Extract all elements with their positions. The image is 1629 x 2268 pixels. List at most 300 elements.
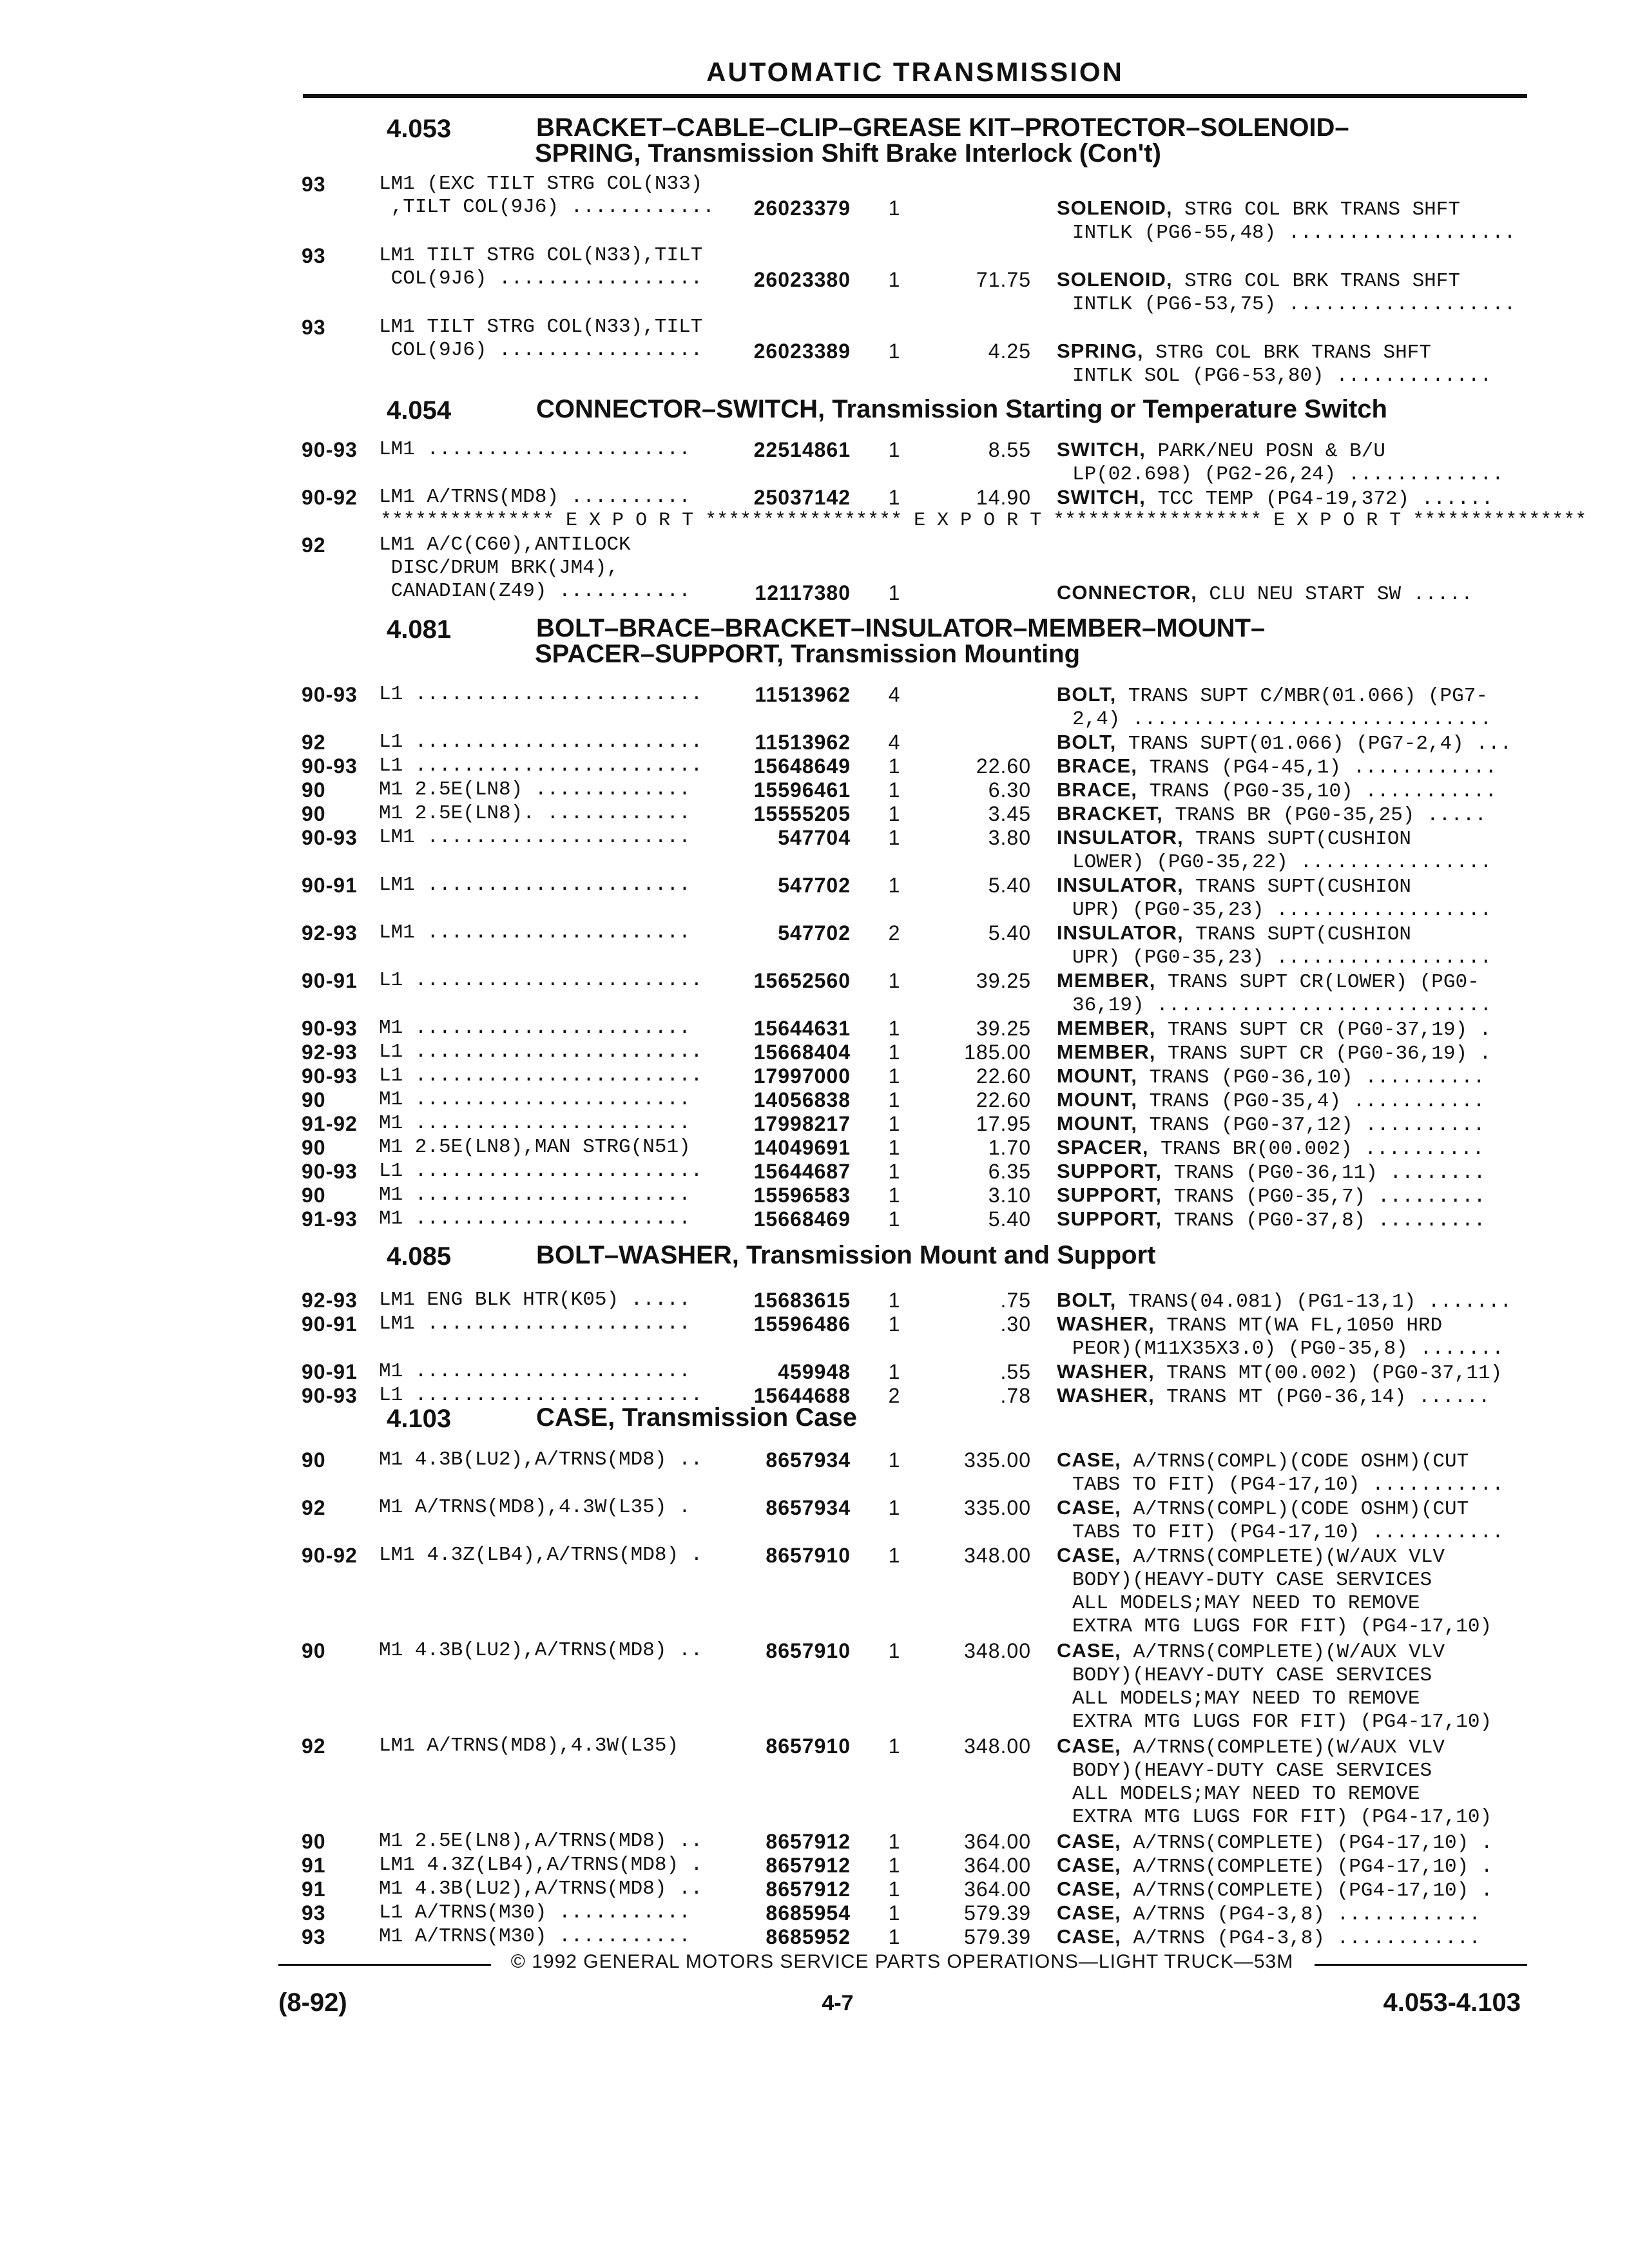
price: .75 (1000, 1289, 1031, 1312)
quantity: 1 (888, 1289, 901, 1312)
quantity: 1 (888, 1830, 901, 1853)
price: 22.60 (976, 754, 1031, 778)
application: LM1 ...................... (379, 826, 691, 849)
quantity: 1 (888, 1854, 901, 1877)
description (1057, 1017, 1491, 1042)
description-continuation: EXTRA MTG LUGS FOR FIT) (PG4-17,10) (1072, 1711, 1492, 1733)
description-keyword: BOLT, (1057, 683, 1117, 706)
model-years: 90 (302, 778, 326, 802)
part-number: 26023379 (753, 197, 851, 220)
application: L1 ........................ (379, 1041, 703, 1063)
application: LM1 ...................... (379, 921, 691, 944)
price: 579.39 (964, 1901, 1031, 1925)
section-number: 4.103 (387, 1405, 452, 1433)
description-keyword: BOLT, (1057, 731, 1117, 753)
quantity: 1 (888, 1207, 901, 1231)
description-text: TRANS SUPT(CUSHION (1183, 876, 1412, 898)
part-number: 26023389 (753, 340, 851, 363)
description-text: STRG COL BRK TRANS SHFT (1143, 341, 1431, 364)
price: 5.40 (988, 1207, 1031, 1231)
price: .78 (1000, 1384, 1031, 1407)
description (1057, 1312, 1504, 1361)
description-text: TRANS (PG0-35,10) ........... (1137, 780, 1497, 803)
part-number: 14056838 (753, 1088, 851, 1111)
description (1057, 1925, 1481, 1950)
header-rule (303, 94, 1527, 98)
description (1057, 802, 1487, 827)
part-number: 547704 (778, 826, 851, 849)
description (1057, 874, 1492, 922)
model-years: 91 (302, 1854, 326, 1877)
application: M1 ....................... (379, 1088, 691, 1111)
description-text: CLU NEU START SW ..... (1197, 583, 1473, 606)
model-years: 90 (302, 802, 326, 825)
model-years: 90-91 (302, 1312, 358, 1336)
part-number: 8657912 (766, 1854, 851, 1877)
application: LM1 A/TRNS(MD8) .......... (379, 486, 691, 508)
quantity: 1 (888, 802, 901, 825)
quantity: 1 (888, 1878, 901, 1901)
description-keyword: INSULATOR, (1057, 921, 1184, 944)
description-text: A/TRNS(COMPL)(CODE OSHM)(CUT (1121, 1498, 1469, 1521)
section-number: 4.054 (387, 396, 452, 425)
description-text: STRG COL BRK TRANS SHFT (1172, 270, 1460, 293)
application: L1 ........................ (379, 1160, 703, 1182)
quantity: 1 (888, 1041, 901, 1064)
price: 579.39 (964, 1925, 1031, 1948)
price: 22.60 (976, 1064, 1031, 1088)
section-title: CONNECTOR–SWITCH, Transmission Starting or Temperature Switch (536, 395, 1387, 423)
description-text: A/TRNS(COMPLETE)(W/AUX VLV (1121, 1641, 1445, 1664)
footer-copyright: © 1992 GENERAL MOTORS SERVICE PARTS OPERATIONS—LIGHT TRUCK—53M (510, 1951, 1294, 1972)
description-keyword: CASE, (1057, 1854, 1121, 1876)
model-years: 93 (302, 173, 326, 196)
part-number: 22514861 (753, 438, 851, 461)
description-keyword: CASE, (1057, 1830, 1121, 1852)
description (1057, 268, 1516, 316)
price: 3.45 (988, 802, 1031, 825)
model-years: 90 (302, 1639, 326, 1662)
application: LM1 TILT STRG COL(N33),TILT COL(9J6) ................. (379, 316, 703, 361)
part-number: 11513962 (755, 731, 851, 754)
application: L1 ........................ (379, 1384, 703, 1407)
model-years: 90-93 (302, 1384, 358, 1407)
model-years: 93 (302, 1901, 326, 1925)
application: L1 ........................ (379, 969, 703, 992)
price: 6.35 (988, 1160, 1031, 1183)
description-keyword: CASE, (1057, 1496, 1121, 1519)
description (1057, 1289, 1512, 1314)
part-number: 8657934 (766, 1448, 851, 1472)
model-years: 91-92 (302, 1112, 358, 1135)
part-number: 15596486 (753, 1312, 851, 1336)
footer-section-range: 4.053-4.103 (1383, 1988, 1521, 2017)
description (1057, 778, 1497, 803)
part-number: 15596461 (753, 778, 851, 802)
description-keyword: CASE, (1057, 1448, 1121, 1471)
section-number: 4.081 (387, 615, 452, 644)
quantity: 1 (888, 1639, 901, 1662)
description-text: A/TRNS (PG4-3,8) ............ (1121, 1927, 1481, 1950)
description-text: A/TRNS(COMPLETE) (PG4-17,10) . (1121, 1856, 1493, 1878)
section-title: BRACKET–CABLE–CLIP–GREASE KIT–PROTECTOR–SOLENOID– (536, 113, 1349, 142)
part-number: 17997000 (753, 1064, 851, 1088)
description-keyword: MEMBER, (1057, 1041, 1156, 1063)
price: 71.75 (976, 268, 1031, 291)
description (1057, 581, 1473, 606)
quantity: 1 (888, 197, 901, 220)
application: LM1 A/C(C60),ANTILOCK DISC/DRUM BRK(JM4), CANADIAN(Z49) ........... (379, 533, 691, 602)
part-number: 25037142 (753, 486, 851, 509)
description-keyword: BRACKET, (1057, 802, 1163, 825)
part-number: 15652560 (753, 969, 851, 992)
description (1057, 1448, 1504, 1497)
quantity: 1 (888, 874, 901, 897)
description (1057, 969, 1492, 1017)
part-number: 14049691 (753, 1136, 851, 1159)
application: M1 4.3B(LU2),A/TRNS(MD8) .. (379, 1878, 703, 1900)
description-text: A/TRNS(COMPLETE)(W/AUX VLV (1121, 1546, 1445, 1568)
description (1057, 1496, 1504, 1544)
application: LM1 4.3Z(LB4),A/TRNS(MD8) . (379, 1544, 703, 1566)
model-years: 90 (302, 1184, 326, 1207)
part-number: 15555205 (753, 802, 851, 825)
description-keyword: CASE, (1057, 1639, 1121, 1662)
description (1057, 1878, 1492, 1903)
description-keyword: CASE, (1057, 1735, 1121, 1757)
description-continuation: BODY)(HEAVY-DUTY CASE SERVICES (1072, 1569, 1432, 1591)
description-continuation: TABS TO FIT) (PG4-17,10) ........... (1072, 1521, 1504, 1544)
price: 348.00 (964, 1639, 1031, 1662)
description (1057, 826, 1492, 874)
description (1057, 1112, 1485, 1137)
description (1057, 486, 1493, 511)
description-keyword: BRACE, (1057, 754, 1137, 777)
description-keyword: SWITCH, (1057, 438, 1146, 461)
description-text: TRANS(04.081) (PG1-13,1) ....... (1116, 1291, 1512, 1313)
part-number: 15644688 (753, 1384, 851, 1407)
description-continuation: ALL MODELS;MAY NEED TO REMOVE (1072, 1687, 1420, 1710)
description-text: STRG COL BRK TRANS SHFT (1172, 198, 1460, 221)
description-keyword: WASHER, (1057, 1312, 1155, 1335)
application: L1 ........................ (379, 1064, 703, 1087)
description-keyword: WASHER, (1057, 1360, 1155, 1383)
quantity: 1 (888, 778, 901, 802)
description-text: TRANS SUPT CR(LOWER) (PG0- (1155, 971, 1480, 994)
quantity: 1 (888, 1088, 901, 1111)
price: 1.70 (988, 1136, 1031, 1159)
application: M1 ....................... (379, 1360, 691, 1383)
price: 39.25 (976, 969, 1031, 992)
description-continuation: TABS TO FIT) (PG4-17,10) ........... (1072, 1474, 1504, 1496)
model-years: 91-93 (302, 1207, 358, 1231)
application: LM1 ...................... (379, 1312, 691, 1335)
description (1057, 1830, 1492, 1855)
description-keyword: SUPPORT, (1057, 1160, 1162, 1182)
description-keyword: MEMBER, (1057, 1017, 1156, 1039)
part-number: 15648649 (753, 754, 851, 778)
description (1057, 921, 1492, 970)
description-continuation: EXTRA MTG LUGS FOR FIT) (PG4-17,10) (1072, 1806, 1492, 1829)
description-keyword: CASE, (1057, 1544, 1121, 1566)
description (1057, 1901, 1481, 1927)
price: 4.25 (988, 340, 1031, 363)
description-keyword: CONNECTOR, (1057, 581, 1197, 604)
description (1057, 1360, 1502, 1385)
footer-rule-left (278, 1964, 491, 1966)
price: 3.10 (988, 1184, 1031, 1207)
part-number: 15683615 (753, 1289, 851, 1312)
model-years: 90-91 (302, 874, 358, 897)
model-years: 90-93 (302, 1017, 358, 1040)
part-number: 459948 (778, 1360, 851, 1383)
description (1057, 1184, 1485, 1209)
model-years: 90-93 (302, 826, 358, 849)
export-divider: *************** E X P O R T ***************** E X P O R T ****************** E X P O R T *************** (380, 510, 1587, 532)
description-continuation: 36,19) ............................ (1072, 994, 1492, 1017)
model-years: 90-93 (302, 754, 358, 778)
part-number: 15668404 (753, 1041, 851, 1064)
description (1057, 438, 1504, 486)
section-number: 4.085 (387, 1242, 452, 1271)
model-years: 92-93 (302, 1041, 358, 1064)
footer-date: (8-92) (278, 1988, 347, 2017)
description-text: TRANS SUPT(01.066) (PG7-2,4) ... (1116, 733, 1512, 755)
application: LM1 ...................... (379, 874, 691, 896)
section-number: 4.053 (387, 115, 452, 143)
description-text: TRANS (PG0-35,4) ........... (1137, 1090, 1485, 1113)
application: M1 A/TRNS(MD8),4.3W(L35) . (379, 1496, 691, 1519)
part-number: 8685954 (766, 1901, 851, 1925)
description-continuation: INTLK (PG6-55,48) ................... (1072, 222, 1516, 244)
description-keyword: CASE, (1057, 1901, 1121, 1924)
quantity: 1 (888, 1184, 901, 1207)
description-keyword: WASHER, (1057, 1384, 1155, 1407)
description-text: TRANS (PG0-37,8) ......... (1162, 1209, 1486, 1232)
quantity: 2 (888, 1384, 901, 1407)
quantity: 1 (888, 1312, 901, 1336)
model-years: 90 (302, 1448, 326, 1472)
price: 3.80 (988, 826, 1031, 849)
model-years: 90-92 (302, 1544, 358, 1567)
quantity: 1 (888, 1448, 901, 1472)
price: 8.55 (988, 438, 1031, 461)
section-title: CASE, Transmission Case (536, 1403, 857, 1432)
quantity: 1 (888, 340, 901, 363)
model-years: 90-93 (302, 438, 358, 461)
model-years: 90 (302, 1136, 326, 1159)
description (1057, 731, 1512, 756)
model-years: 90-92 (302, 486, 358, 509)
part-number: 12117380 (755, 581, 851, 604)
description-text: A/TRNS(COMPL)(CODE OSHM)(CUT (1121, 1450, 1469, 1473)
part-number: 8657912 (766, 1830, 851, 1853)
description-text: TRANS SUPT C/MBR(01.066) (PG7- (1116, 685, 1488, 707)
description-keyword: INSULATOR, (1057, 826, 1184, 849)
quantity: 1 (888, 1360, 901, 1383)
model-years: 90-93 (302, 683, 358, 706)
part-number: 8657934 (766, 1496, 851, 1519)
section-title: BOLT–WASHER, Transmission Mount and Support (536, 1241, 1156, 1269)
quantity: 1 (888, 1136, 901, 1159)
description (1057, 1639, 1492, 1734)
description-text: TRANS MT(WA FL,1050 HRD (1154, 1314, 1443, 1337)
quantity: 1 (888, 754, 901, 778)
application: M1 2.5E(LN8),MAN STRG(N51) (379, 1136, 691, 1158)
application: LM1 ...................... (379, 438, 691, 461)
description-keyword: INSULATOR, (1057, 874, 1184, 896)
footer-page-number: 4-7 (822, 1991, 854, 2015)
part-number: 8685952 (766, 1925, 851, 1948)
model-years: 90-91 (302, 969, 358, 992)
price: 6.30 (988, 778, 1031, 802)
description (1057, 1544, 1492, 1639)
description-keyword: BOLT, (1057, 1289, 1117, 1311)
application: M1 2.5E(LN8). ............ (379, 802, 691, 825)
description (1057, 1160, 1485, 1185)
price: 364.00 (964, 1830, 1031, 1853)
page-header-title: AUTOMATIC TRANSMISSION (706, 57, 1124, 87)
price: 5.40 (988, 874, 1031, 897)
quantity: 1 (888, 486, 901, 509)
description-text: TRANS (PG0-36,11) ........ (1162, 1162, 1486, 1184)
application: LM1 (EXC TILT STRG COL(N33) ,TILT COL(9J6) ............ (379, 173, 715, 218)
price: 17.95 (976, 1112, 1031, 1135)
description-text: TRANS SUPT(CUSHION (1183, 828, 1412, 850)
part-number: 26023380 (753, 268, 851, 291)
model-years: 92 (302, 533, 326, 557)
model-years: 92 (302, 731, 326, 754)
model-years: 93 (302, 244, 326, 267)
model-years: 92-93 (302, 1289, 358, 1312)
description (1057, 1854, 1492, 1879)
description-continuation: PEOR)(M11X35X3.0) (PG0-35,8) ....... (1072, 1338, 1504, 1360)
quantity: 1 (888, 1112, 901, 1135)
application: L1 ........................ (379, 731, 703, 753)
description (1057, 1041, 1491, 1066)
quantity: 1 (888, 1735, 901, 1758)
model-years: 90 (302, 1830, 326, 1853)
description-continuation: BODY)(HEAVY-DUTY CASE SERVICES (1072, 1760, 1432, 1782)
description-text: A/TRNS(COMPLETE)(W/AUX VLV (1121, 1736, 1445, 1759)
quantity: 1 (888, 438, 901, 461)
application: LM1 ENG BLK HTR(K05) ..... (379, 1289, 691, 1311)
quantity: 1 (888, 969, 901, 992)
description-keyword: MOUNT, (1057, 1064, 1137, 1087)
application: M1 ....................... (379, 1112, 691, 1135)
description-text: TRANS SUPT(CUSHION (1183, 923, 1412, 946)
description-continuation: EXTRA MTG LUGS FOR FIT) (PG4-17,10) (1072, 1615, 1492, 1638)
quantity: 1 (888, 1544, 901, 1567)
quantity: 1 (888, 1017, 901, 1040)
description-text: TRANS (PG4-45,1) ............ (1137, 756, 1497, 779)
description (1057, 1207, 1485, 1233)
description (1057, 197, 1516, 245)
model-years: 90-93 (302, 1160, 358, 1183)
part-number: 15644687 (753, 1160, 851, 1183)
quantity: 2 (888, 921, 901, 945)
model-years: 90-93 (302, 1064, 358, 1088)
description-text: A/TRNS (PG4-3,8) ............ (1121, 1903, 1481, 1926)
quantity: 1 (888, 581, 901, 604)
part-number: 15668469 (753, 1207, 851, 1231)
quantity: 1 (888, 1901, 901, 1925)
description-continuation: LOWER) (PG0-35,22) ................ (1072, 851, 1492, 874)
price: 185.00 (964, 1041, 1031, 1064)
price: .30 (1000, 1312, 1031, 1336)
description-continuation: UPR) (PG0-35,23) .................. (1072, 899, 1492, 921)
quantity: 1 (888, 826, 901, 849)
application: M1 ....................... (379, 1184, 691, 1206)
price: 39.25 (976, 1017, 1031, 1040)
description (1057, 1735, 1492, 1829)
model-years: 92-93 (302, 921, 358, 945)
quantity: 1 (888, 1496, 901, 1519)
quantity: 1 (888, 1064, 901, 1088)
description-continuation: BODY)(HEAVY-DUTY CASE SERVICES (1072, 1664, 1432, 1687)
price: 348.00 (964, 1735, 1031, 1758)
description-keyword: SPACER, (1057, 1136, 1149, 1158)
part-number: 17998217 (753, 1112, 851, 1135)
application: M1 2.5E(LN8) ............. (379, 778, 691, 801)
application: L1 A/TRNS(M30) ........... (379, 1901, 691, 1924)
description-text: TRANS (PG0-36,10) .......... (1137, 1066, 1485, 1089)
description-text: TRANS SUPT CR (PG0-36,19) . (1155, 1043, 1492, 1065)
description-continuation: INTLK (PG6-53,75) ................... (1072, 293, 1516, 316)
footer-rule-right (1315, 1964, 1527, 1966)
quantity: 4 (888, 683, 901, 706)
part-number: 8657910 (766, 1735, 851, 1758)
description-text: TRANS (PG0-35,7) ......... (1162, 1186, 1486, 1208)
section-title: SPRING, Transmission Shift Brake Interlock (Con't) (535, 139, 1161, 168)
description-text: A/TRNS(COMPLETE) (PG4-17,10) . (1121, 1879, 1493, 1902)
application: M1 4.3B(LU2),A/TRNS(MD8) .. (379, 1639, 703, 1662)
part-number: 547702 (778, 874, 851, 897)
description-text: TRANS (PG0-37,12) .......... (1137, 1114, 1485, 1137)
price: 348.00 (964, 1544, 1031, 1567)
description (1057, 1064, 1485, 1090)
description-continuation: UPR) (PG0-35,23) .................. (1072, 947, 1492, 969)
description-text: TCC TEMP (PG4-19,372) ...... (1145, 488, 1494, 510)
part-number: 8657910 (766, 1639, 851, 1662)
price: 335.00 (964, 1448, 1031, 1472)
application: M1 4.3B(LU2),A/TRNS(MD8) .. (379, 1448, 703, 1471)
description-keyword: BRACE, (1057, 778, 1137, 801)
description-text: TRANS BR (PG0-35,25) ..... (1162, 804, 1487, 827)
description-text: PARK/NEU POSN & B/U (1145, 440, 1385, 463)
description-continuation: 2,4) .............................. (1072, 708, 1492, 731)
model-years: 92 (302, 1735, 326, 1758)
description (1057, 683, 1492, 731)
price: 364.00 (964, 1878, 1031, 1901)
description (1057, 754, 1497, 780)
quantity: 1 (888, 1925, 901, 1948)
part-number: 547702 (778, 921, 851, 945)
model-years: 93 (302, 316, 326, 339)
description-continuation: INTLK SOL (PG6-53,80) ............. (1072, 365, 1492, 387)
description-text: TRANS SUPT CR (PG0-37,19) . (1155, 1019, 1492, 1041)
quantity: 1 (888, 1160, 901, 1183)
quantity: 4 (888, 731, 901, 754)
description-text: A/TRNS(COMPLETE) (PG4-17,10) . (1121, 1832, 1493, 1854)
price: 335.00 (964, 1496, 1031, 1519)
section-title: SPACER–SUPPORT, Transmission Mounting (535, 640, 1081, 668)
description-keyword: MEMBER, (1057, 969, 1156, 992)
description-keyword: MOUNT, (1057, 1112, 1137, 1135)
price: 364.00 (964, 1854, 1031, 1877)
description (1057, 340, 1492, 388)
description (1057, 1088, 1485, 1113)
